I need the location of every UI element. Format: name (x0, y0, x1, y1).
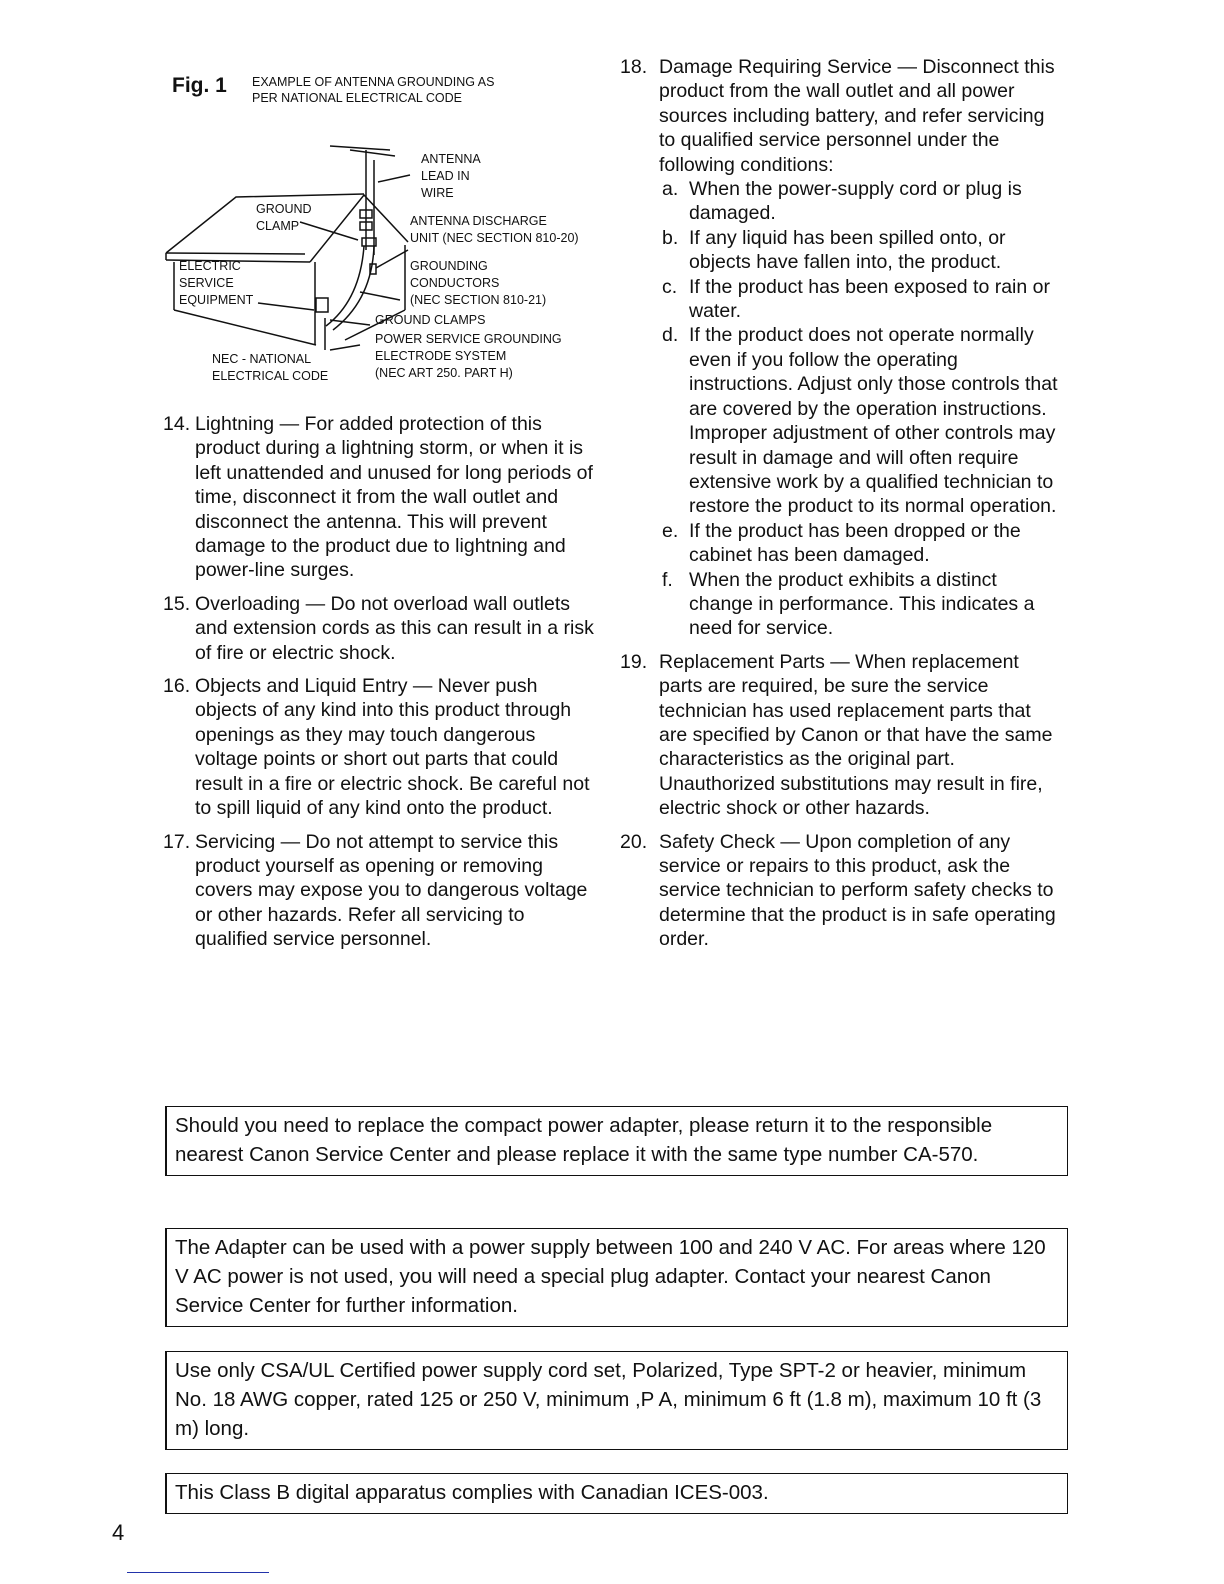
item-number: 16. (163, 675, 191, 698)
notice-ices-compliance: This Class B digital apparatus complies with Canadian ICES-003. (165, 1473, 1068, 1514)
item-text: Safety Check — Upon completion of any service or repairs to this product, ask the service technician to perform safety checks to determine that the product is in safe operating order. (659, 830, 1056, 951)
sub-item-letter: c. (662, 275, 678, 298)
sub-item-letter: a. (662, 178, 679, 201)
item-number: 20. (620, 830, 648, 853)
sub-item (659, 177, 1062, 226)
sub-item-letter: d. (662, 324, 679, 347)
label-nec: NEC - NATIONAL ELECTRICAL CODE (212, 352, 329, 383)
sub-item-text: If the product does not operate normally even if you follow the operating instructions. Adjust only those controls that are covered by the operation instructions. Improper adjustment of other controls may result in damage and will often require extensive work by a qualified technician to restore the product to its normal operation. (689, 324, 1058, 518)
sub-item (659, 568, 1062, 641)
list-item (163, 592, 595, 665)
list-item (163, 412, 595, 583)
figure-caption-line: PER NATIONAL ELECTRICAL CODE (252, 91, 462, 105)
sub-item-text: If any liquid has been spilled onto, or objects have fallen into, the product. (689, 226, 1006, 274)
left-column (163, 412, 595, 961)
notice-power-supply: The Adapter can be used with a power supply between 100 and 240 V AC. For areas where 120 V AC power is not used, you will need a special plug adapter. Contact your nearest Canon Service Center for further information. (165, 1228, 1068, 1327)
item-number: 17. (163, 830, 191, 853)
figure-caption-line: EXAMPLE OF ANTENNA GROUNDING AS (252, 75, 495, 89)
right-column (620, 55, 1062, 961)
sub-item (659, 275, 1062, 324)
notice-cord-set: Use only CSA/UL Certified power supply cord set, Polarized, Type SPT-2 or heavier, minimum No. 18 AWG copper, rated 125 or 250 V, minimum ,P A, minimum 6 ft (1.8 m), maximum 10 ft (3 m) long. (165, 1351, 1068, 1450)
sub-item-text: When the product exhibits a distinct change in performance. This indicates a need for service. (689, 568, 1035, 640)
list-item (620, 650, 1062, 821)
list-item (163, 674, 595, 820)
label-antenna-lead-in-wire: ANTENNA LEAD IN WIRE (421, 152, 481, 200)
sub-item (659, 323, 1062, 518)
label-ground-clamps: GROUND CLAMPS (375, 313, 486, 327)
list-item (163, 830, 595, 952)
item-text: Objects and Liquid Entry — Never push objects of any kind into this product through openings as they may touch dangerous voltage points or short out parts that could result in a fire or electric shock. Be careful not to spill liquid of any kind onto the product. (195, 675, 590, 820)
item-number: 18. (620, 56, 648, 78)
item-number: 15. (163, 592, 191, 615)
notice-adapter-replacement: Should you need to replace the compact power adapter, please return it to the responsible nearest Canon Service Center and please replace it with the same type number CA-570. (165, 1106, 1068, 1176)
label-electric-service-equipment: ELECTRIC SERVICE EQUIPMENT (179, 259, 254, 307)
sub-item-text: If the product has been exposed to rain or water. (689, 275, 1050, 323)
sub-item-letter: e. (662, 519, 679, 542)
label-power-service-grounding: POWER SERVICE GROUNDING ELECTRODE SYSTEM (NEC ART 250. PART H) (375, 332, 562, 380)
footer-rule (127, 1572, 269, 1573)
sub-item-text: If the product has been dropped or the cabinet has been damaged. (689, 519, 1021, 567)
list-item (620, 830, 1062, 952)
label-grounding-conductors: GROUNDING CONDUCTORS (NEC SECTION 810-21) (410, 259, 547, 307)
item-text: Replacement Parts — When replacement parts are required, be sure the service technician has used replacement parts that are specified by Canon or that have the same characteristics as the original part. Unauthorized substitutions may result in fire, electric shock or other hazards. (659, 650, 1053, 820)
sub-item-letter: b. (662, 226, 679, 249)
item-text: Servicing — Do not attempt to service this product yourself as opening or removing covers may expose you to dangerous voltage or other hazards. Refer all servicing to qualified service personnel. (195, 830, 588, 951)
sub-item-letter: f. (662, 568, 673, 591)
sub-item-text: When the power-supply cord or plug is damaged. (689, 178, 1022, 225)
item-text: Lightning — For added protection of this product during a lightning storm, or when it is left unattended and unused for long periods of time, disconnect it from the wall outlet and disconnect the antenna. This will prevent damage to the product due to lightning and power-line surges. (195, 413, 593, 582)
label-ground-clamp: GROUND CLAMP (256, 202, 312, 233)
figure-label: Fig. 1 (172, 74, 227, 97)
sub-item (659, 226, 1062, 275)
list-item (620, 55, 1062, 641)
item-number: 14. (163, 413, 191, 435)
item-text: Overloading — Do not overload wall outlets and extension cords as this can result in a risk of fire or electric shock. (195, 592, 594, 664)
label-antenna-discharge-unit: ANTENNA DISCHARGE UNIT (NEC SECTION 810-20) (410, 214, 579, 245)
sub-item (659, 519, 1062, 568)
page-number: 4 (112, 1520, 125, 1545)
item-text: Damage Requiring Service — Disconnect this product from the wall outlet and all power sources including battery, and refer servicing to qualified service personnel under the following conditions: (659, 56, 1055, 176)
item-number: 19. (620, 650, 648, 673)
